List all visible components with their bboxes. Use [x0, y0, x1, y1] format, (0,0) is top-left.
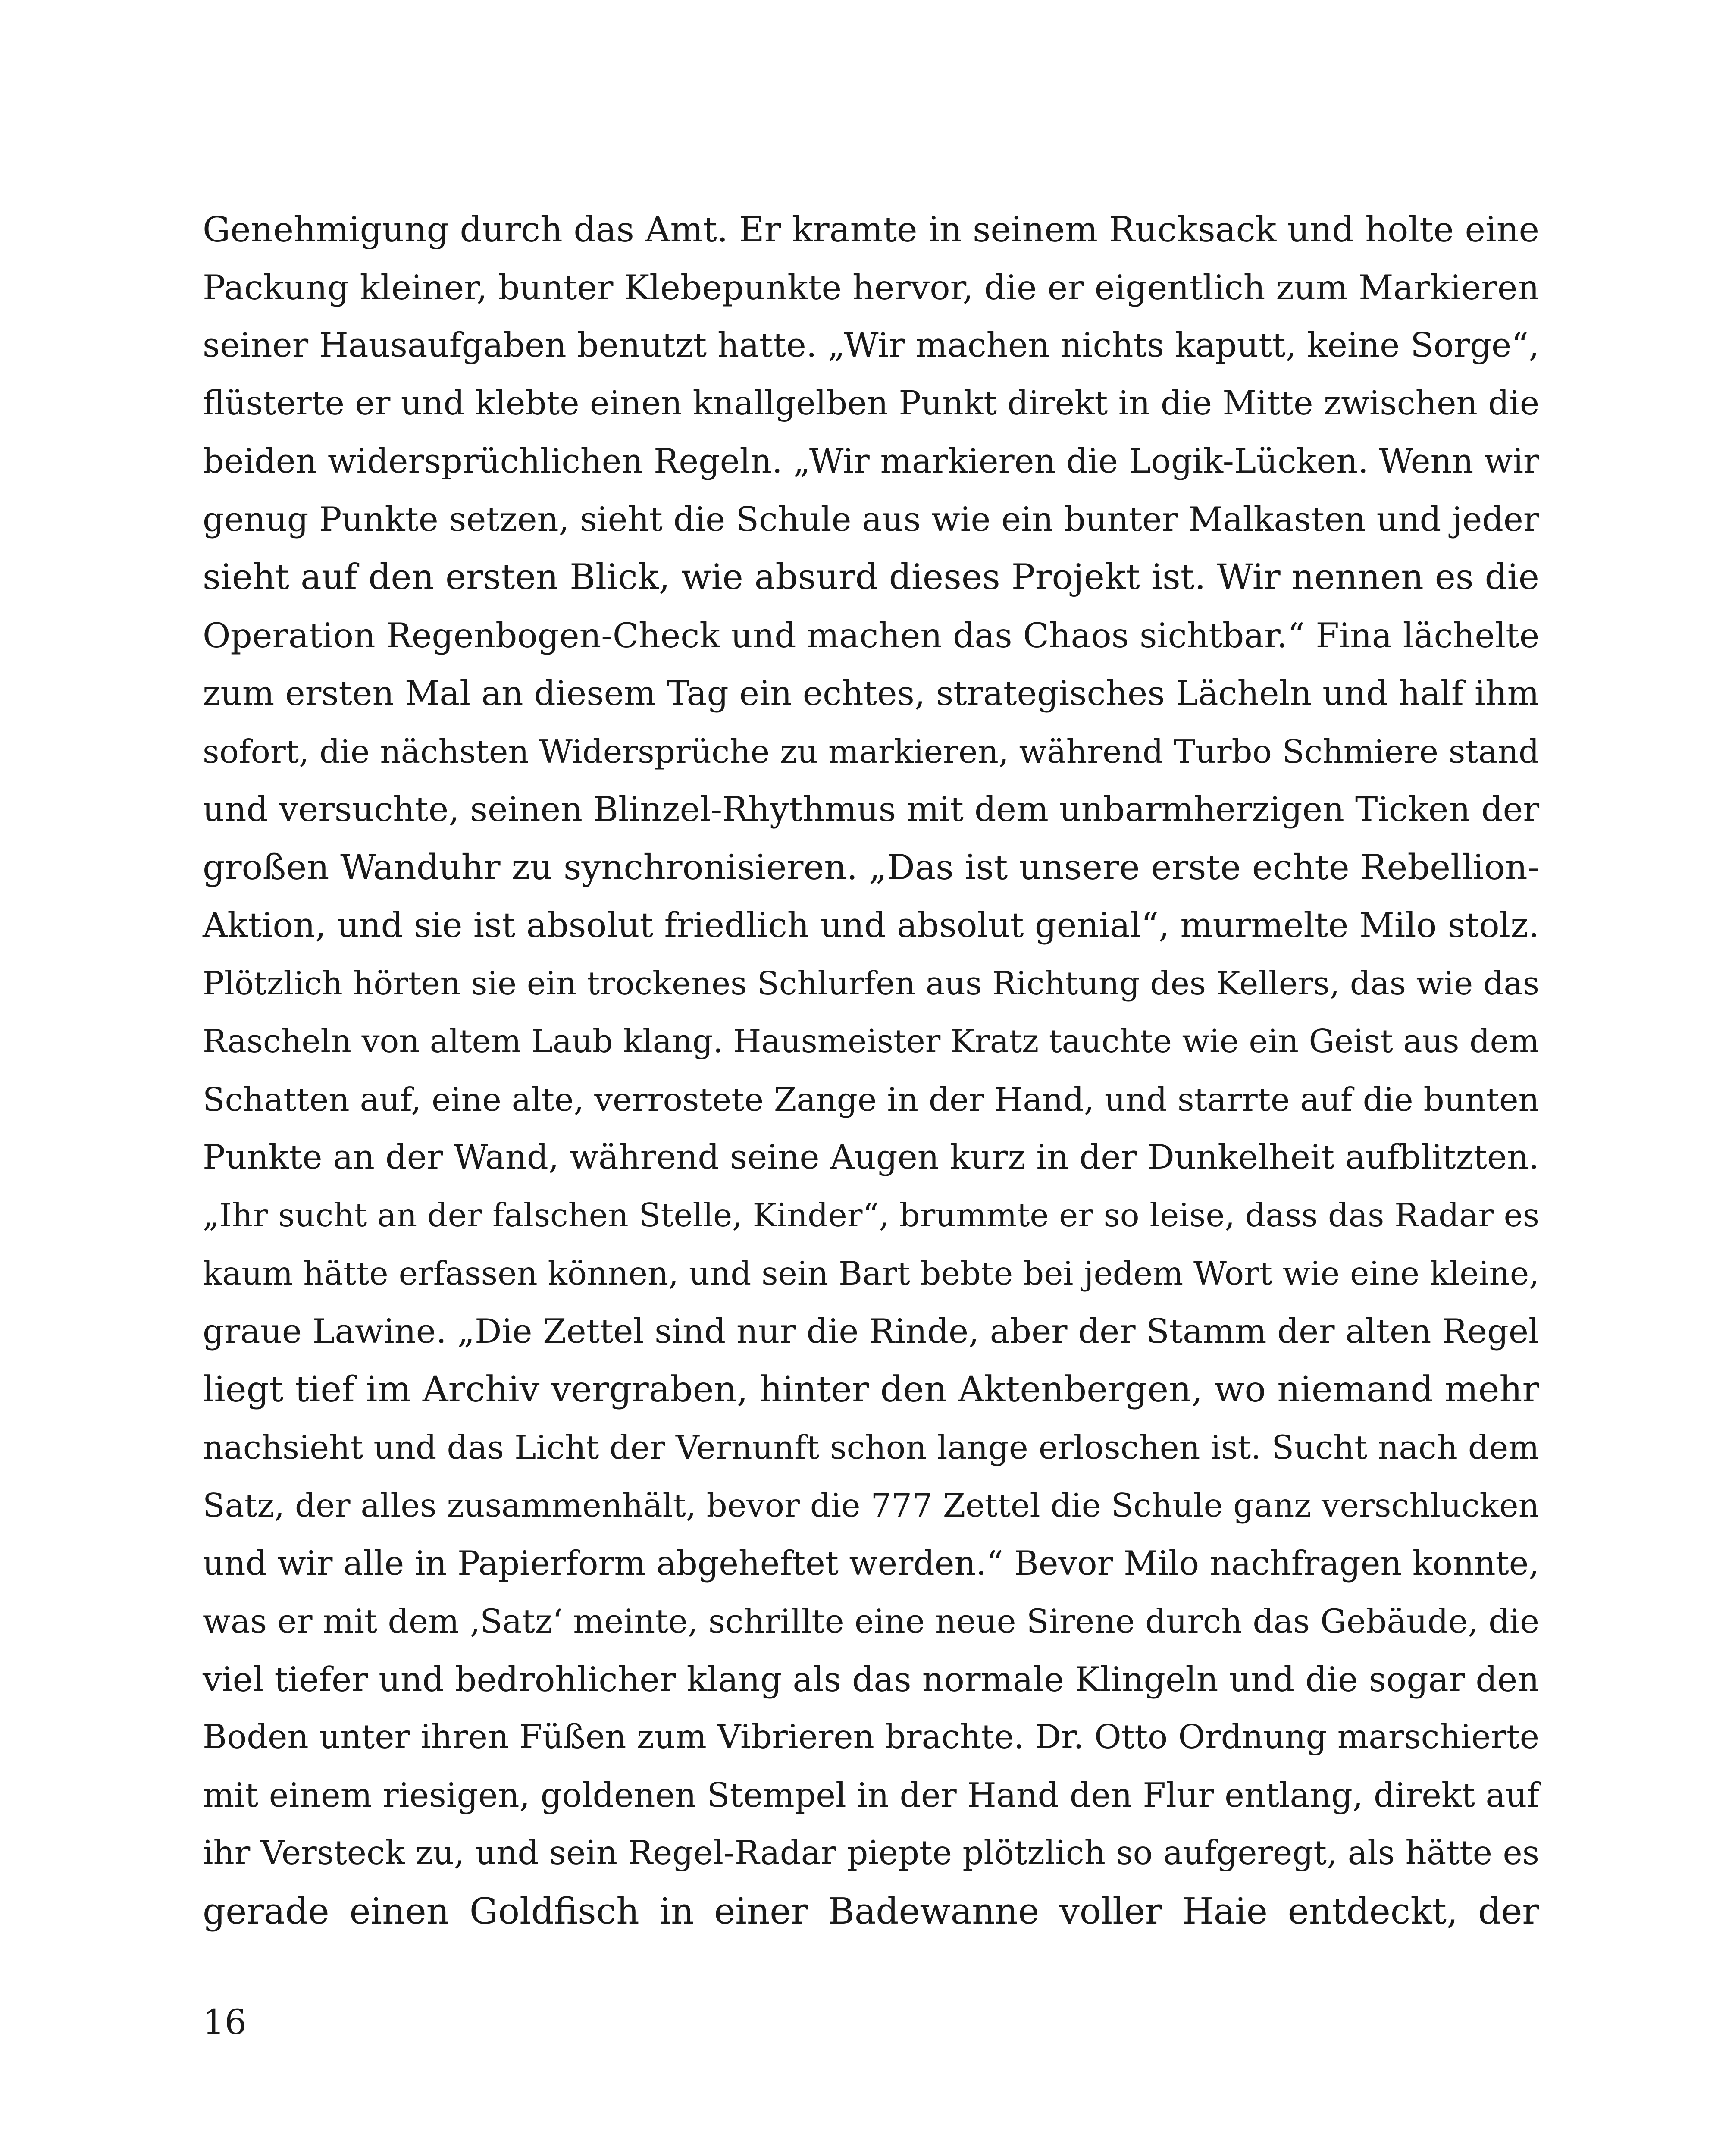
text-line: sofort, die nächsten Widersprüche zu markieren, während Turbo Schmiere stand: [203, 732, 1539, 771]
text-line: seiner Hausaufgaben benutzt hatte. „Wir machen nichts kaputt, keine Sorge“,: [203, 326, 1539, 365]
text-line: und versuchte, seinen Blinzel-Rhythmus mit dem unbarmherzigen Ticken der: [203, 790, 1539, 829]
text-line: graue Lawine. „Die Zettel sind nur die Rinde, aber der Stamm der alten Regel: [203, 1312, 1539, 1351]
text-line: Punkte an der Wand, während seine Augen kurz in der Dunkelheit aufblitzten.: [203, 1138, 1539, 1177]
text-line: viel tiefer und bedrohlicher klang als das normale Klingeln und die sogar den: [203, 1659, 1539, 1699]
text-line: genug Punkte setzen, sieht die Schule aus wie ein bunter Malkasten und jeder: [203, 500, 1539, 539]
text-line: liegt tief im Archiv vergraben, hinter den Aktenbergen, wo niemand mehr: [203, 1369, 1539, 1410]
text-line: Operation Regenbogen-Check und machen das Chaos sichtbar.“ Fina lächelte: [203, 615, 1540, 655]
text-line: mit einem riesigen, goldenen Stempel in der Hand den Flur entlang, direkt auf: [203, 1776, 1539, 1815]
text-line: zum ersten Mal an diesem Tag ein echtes, strategisches Lächeln und half ihm: [203, 674, 1539, 713]
text-line: Genehmigung durch das Amt. Er kramte in seinem Rucksack und holte eine: [203, 209, 1539, 250]
text-line: was er mit dem ‚Satz‘ meinte, schrillte eine neue Sirene durch das Gebäude, die: [203, 1602, 1539, 1640]
text-line: gerade einen Goldfisch in einer Badewanne voller Haie entdeckt, der: [203, 1890, 1539, 1932]
body-text: [203, 201, 1539, 1940]
text-line: Plötzlich hörten sie ein trockenes Schlurfen aus Richtung des Kellers, das wie das: [203, 964, 1539, 1002]
text-line: Rascheln von altem Laub klang. Hausmeister Kratz tauchte wie ein Geist aus dem: [203, 1022, 1539, 1060]
text-line: „Ihr sucht an der falschen Stelle, Kinder“, brummte er so leise, dass das Radar es: [203, 1196, 1539, 1234]
text-line: Schatten auf, eine alte, verrostete Zange in der Hand, und starrte auf die bunten: [203, 1080, 1539, 1119]
text-line: Packung kleiner, bunter Klebepunkte hervor, die er eigentlich zum Markieren: [203, 267, 1539, 307]
text-line: Boden unter ihren Füßen zum Vibrieren brachte. Dr. Otto Ordnung marschierte: [203, 1718, 1539, 1756]
text-line: kaum hätte erfassen können, und sein Bart bebte bei jedem Wort wie eine kleine,: [203, 1254, 1539, 1292]
page-number: 16: [203, 2002, 247, 2042]
text-line: sieht auf den ersten Blick, wie absurd dieses Projekt ist. Wir nennen es die: [203, 557, 1539, 598]
text-line: Satz, der alles zusammenhält, bevor die 777 Zettel die Schule ganz verschlucken: [203, 1486, 1539, 1524]
text-line: flüsterte er und klebte einen knallgelben Punkt direkt in die Mitte zwischen die: [203, 384, 1540, 423]
text-line: beiden widersprüchlichen Regeln. „Wir markieren die Logik-Lücken. Wenn wir: [203, 442, 1539, 481]
text-line: und wir alle in Papierform abgeheftet werden.“ Bevor Milo nachfragen konnte,: [203, 1544, 1539, 1583]
text-line: großen Wanduhr zu synchronisieren. „Das ist unsere erste echte Rebellion-: [203, 847, 1539, 888]
text-line: ihr Versteck zu, und sein Regel-Radar piepte plötzlich so aufgeregt, als hätte es: [203, 1834, 1539, 1872]
text-line: Aktion, und sie ist absolut friedlich und absolut genial“, murmelte Milo stolz.: [203, 905, 1539, 945]
text-line: nachsieht und das Licht der Vernunft schon lange erloschen ist. Sucht nach dem: [203, 1428, 1539, 1467]
